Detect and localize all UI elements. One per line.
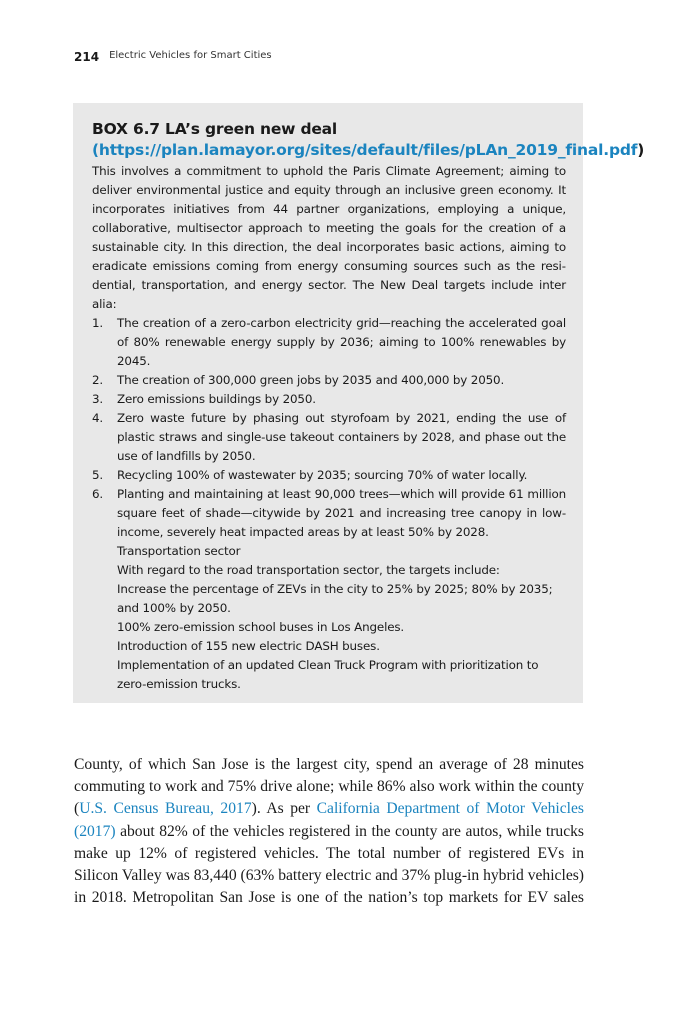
list-item-number: 6. xyxy=(92,487,104,501)
page-number: 214 xyxy=(74,50,100,64)
body-text-part: about 82% of the vehicles registered in the county are autos, while trucks make up 12% of registered vehicles. The total number of registered EVs in Silicon Valley was 83,440 (63% battery electric and 37% plug-in hybrid vehicles) in 2018. Metropolitan San Jose is one of the nation’s top markets for EV sales xyxy=(74,822,584,907)
targets-list xyxy=(92,314,566,542)
list-item-text: The creation of a zero-carbon electricity grid—reaching the accelerated goal of 80% renewable energy supply by 2036; aiming to 100% renewables by 2045. xyxy=(117,316,566,368)
list-item xyxy=(92,466,566,485)
box-title-link-close: ) xyxy=(637,141,645,159)
list-item-number: 4. xyxy=(92,411,104,425)
list-item-text: Zero waste future by phasing out styrofoam by 2021, ending the use of plastic straws and single-use takeout containers by 2028, and phase out the use of landfills by 2050. xyxy=(117,411,566,463)
transport-target: Implementation of an updated Clean Truck Program with prioritization to zero-emission trucks. xyxy=(117,658,539,691)
box-title-label: BOX 6.7 LA’s green new deal xyxy=(92,120,338,138)
list-item-text: Recycling 100% of wastewater by 2035; sourcing 70% of water locally. xyxy=(117,468,528,482)
box-6-7 xyxy=(73,103,645,703)
list-item-number: 2. xyxy=(92,373,104,387)
list-item-number: 1. xyxy=(92,316,104,330)
citation-link[interactable]: U.S. Census Bureau, 2017 xyxy=(79,800,252,818)
transport-target: Introduction of 155 new electric DASH buses. xyxy=(117,639,380,653)
body-paragraph xyxy=(74,754,584,909)
citation-link[interactable]: California Department of Motor Vehicles (2017) xyxy=(74,800,584,840)
list-item xyxy=(92,371,566,390)
transport-heading: Transportation sector xyxy=(117,544,241,558)
box-title-link-open: ( xyxy=(92,141,99,159)
box-title-link[interactable] xyxy=(92,141,637,159)
transport-target: 100% zero-emission school buses in Los Angeles. xyxy=(117,620,405,634)
list-item xyxy=(92,390,566,409)
body-text-part: County, of which San Jose is the largest city, spend an average of 28 minutes commuting to work and 75% drive alone; while 86% also work within the county ( xyxy=(74,756,584,818)
list-item-text: Planting and maintaining at least 90,000 trees—which will provide 61 million square feet of shade—citywide by 2021 and increasing tree canopy in low-income, severely heat impacted areas by at least 50% by 2028. xyxy=(117,487,566,539)
box-title xyxy=(92,119,645,161)
body-text-part: ). As per xyxy=(251,800,317,818)
list-item xyxy=(92,485,566,542)
list-item-text: The creation of 300,000 green jobs by 2035 and 400,000 by 2050. xyxy=(117,373,505,387)
list-item xyxy=(92,314,566,371)
box-title-url: https://plan.lamayor.org/sites/default/files/pLAn_2019_final.pdf xyxy=(98,141,638,159)
list-item-text: Zero emissions buildings by 2050. xyxy=(117,392,316,406)
box-body xyxy=(92,162,566,694)
box-intro: This involves a commitment to uphold the Paris Climate Agreement; aiming to deliver environmental justice and equity through an inclusive green economy. It incorporates initiatives from 44 partner organizations, employing a unique, collaborative, multisector approach to meeting the goals for the creation of a sustainable city. In this direction, the deal incorporates basic actions, aiming to eradicate emissions coming from energy consuming sources such as the residential, transportation, and energy sector. The New Deal targets include inter alia: xyxy=(92,164,566,311)
page-header xyxy=(74,50,272,64)
running-title: Electric Vehicles for Smart Cities xyxy=(109,50,272,61)
list-item xyxy=(92,409,566,466)
transport-target: Increase the percentage of ZEVs in the city to 25% by 2025; 80% by 2035; and 100% by 2050. xyxy=(117,582,553,615)
list-item-number: 5. xyxy=(92,468,104,482)
list-item-number: 3. xyxy=(92,392,104,406)
transport-intro: With regard to the road transportation sector, the targets include: xyxy=(117,563,500,577)
